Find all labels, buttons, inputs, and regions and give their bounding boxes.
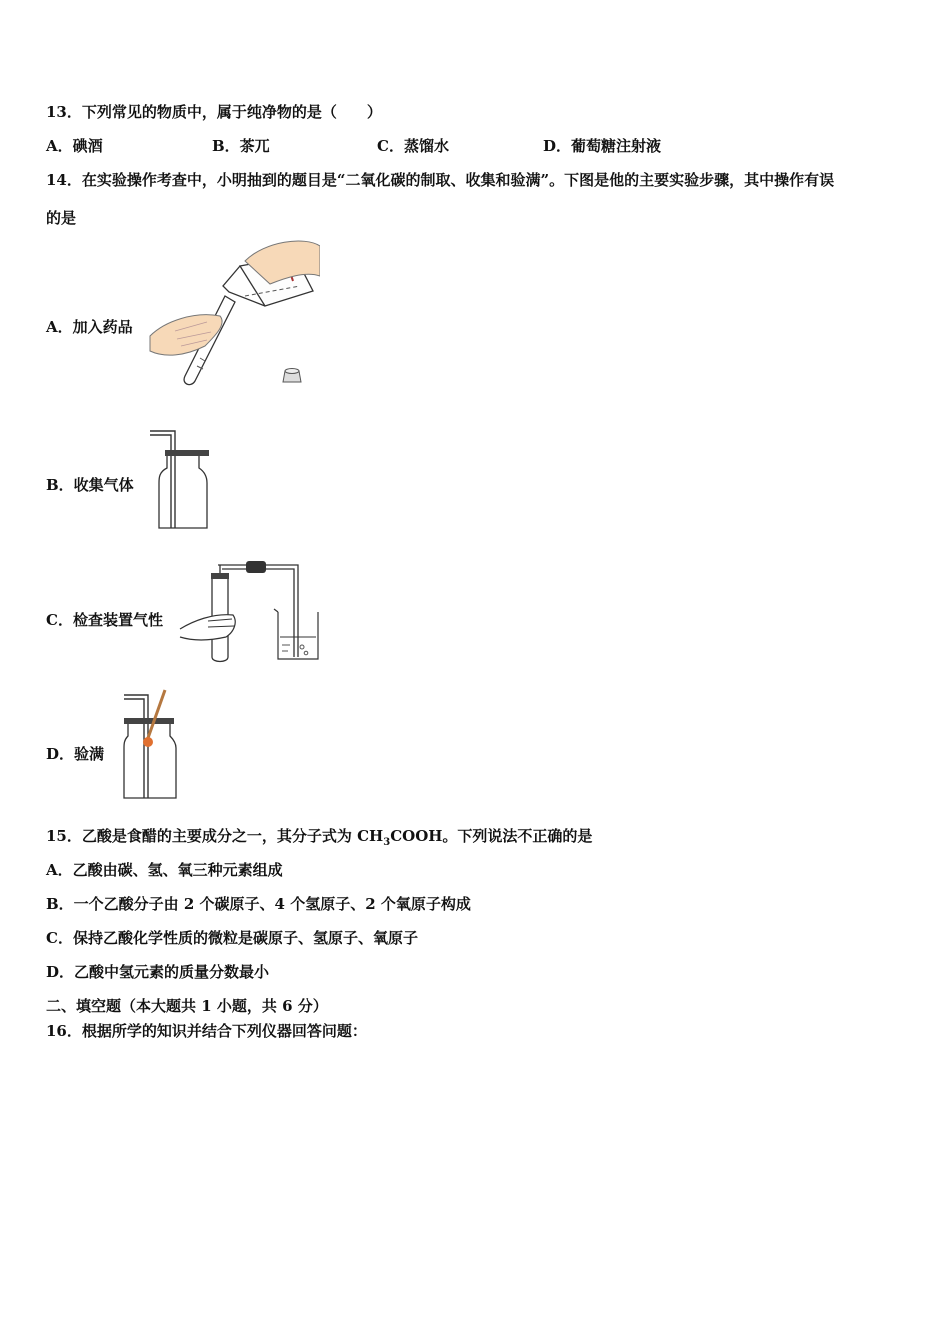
q13-option-d: D．葡萄糖注射液: [543, 137, 662, 155]
section2-title: 二、填空题（本大题共 1 小题，共 6 分）: [46, 997, 328, 1015]
q14-stem-line2: 的是: [46, 209, 77, 227]
q15-stem: [46, 826, 592, 853]
figure-verifying-full: [120, 688, 180, 803]
q13-option-a: A．碘酒: [46, 137, 103, 155]
q15-option-a: A．乙酸由碳、氢、氧三种元素组成: [46, 861, 283, 879]
q15-option-b: B．一个乙酸分子由 2 个碳原子、4 个氢原子、2 个氧原子构成: [46, 895, 471, 913]
q15-option-c: C．保持乙酸化学性质的微粒是碳原子、氢原子、氧原子: [46, 929, 418, 947]
figure-adding-reagent: [145, 236, 320, 391]
q13-option-c: C．蒸馏水: [377, 137, 449, 155]
q15-stem-sub: 3: [383, 837, 391, 848]
q15-option-d: D．乙酸中氢元素的质量分数最小: [46, 963, 270, 981]
q13-stem: 13．下列常见的物质中，属于纯净物的是（ ）: [46, 103, 382, 121]
q15-stem-pre: 15．乙酸是食醋的主要成分之一，其分子式为 CH: [46, 827, 384, 845]
q14-option-a: A．加入药品: [46, 318, 133, 336]
figure-collecting-gas: [145, 428, 215, 533]
q14-stem-line1: 14．在实验操作考查中，小明抽到的题目是“二氧化碳的制取、收集和验满”。下图是他的主要实验步骤，其中操作有误: [46, 171, 835, 189]
q15-stem-post: COOH。下列说法不正确的是: [390, 827, 593, 845]
figure-checking-airtightness: [178, 557, 328, 667]
q14-option-b: B．收集气体: [46, 476, 134, 494]
q14-option-c: C．检查装置气性: [46, 611, 163, 629]
q16-stem: 16．根据所学的知识并结合下列仪器回答问题：: [46, 1022, 367, 1040]
q14-option-d: D．验满: [46, 745, 105, 763]
q13-option-b: B．茶兀: [212, 137, 270, 155]
